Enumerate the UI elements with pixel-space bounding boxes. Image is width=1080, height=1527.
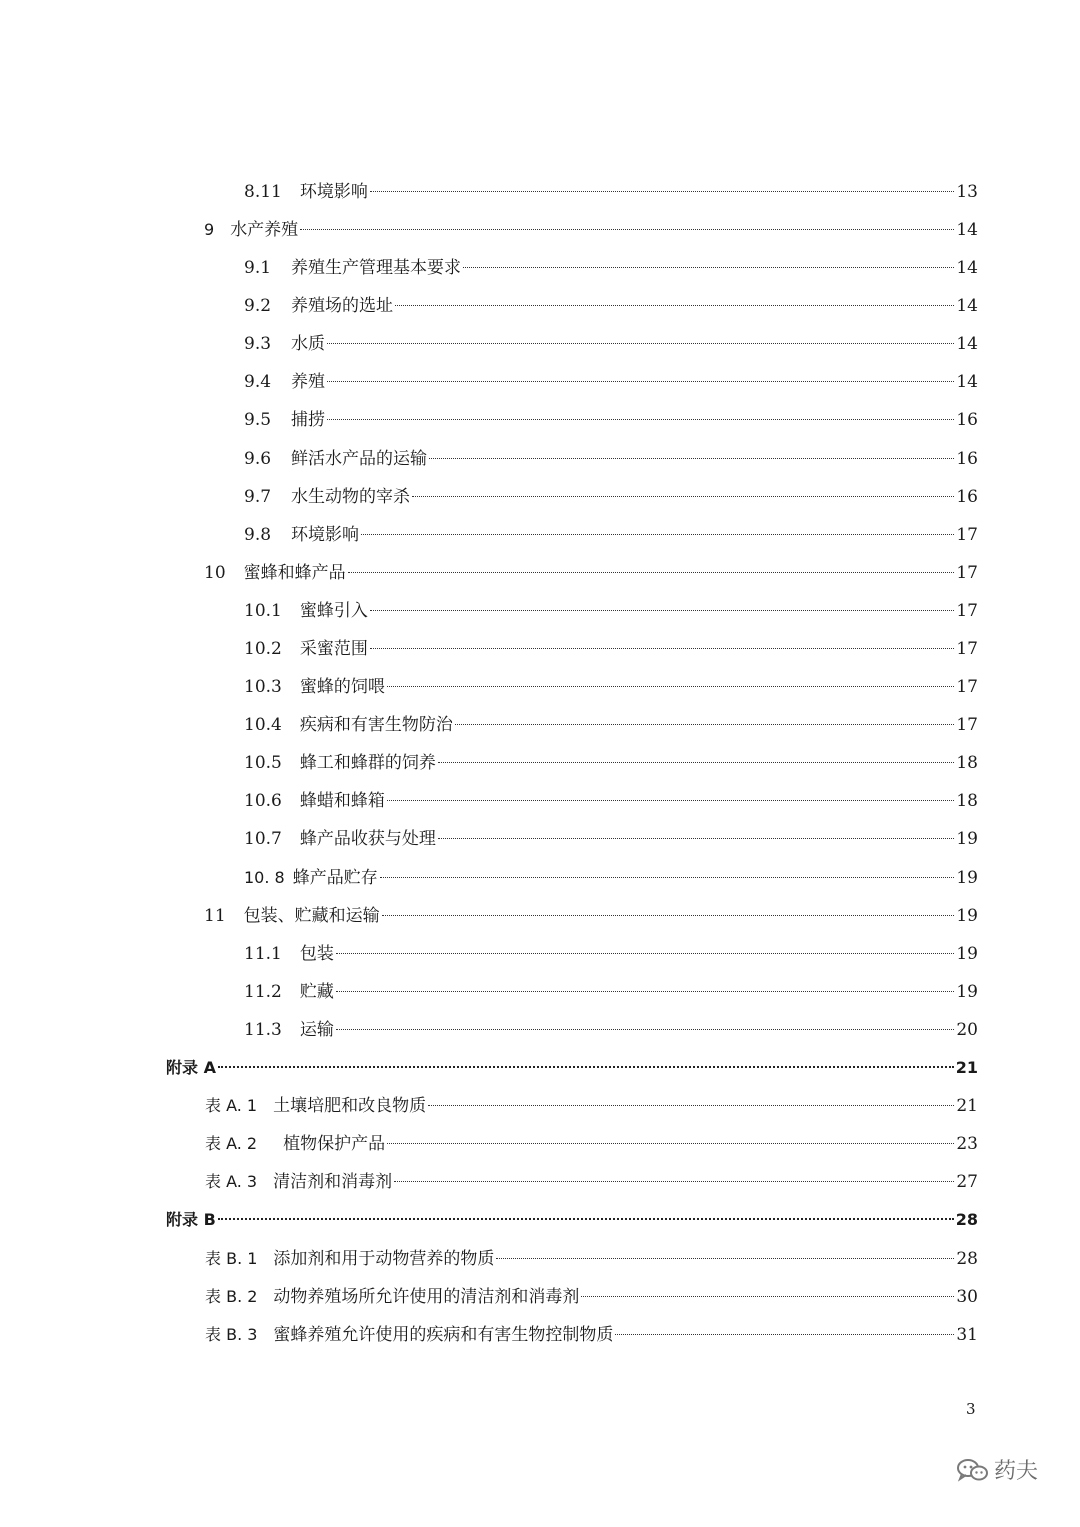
- toc-entry-number: 9.6: [244, 449, 272, 469]
- toc-entry-number: 11.3: [244, 1020, 282, 1040]
- watermark-text: 药夫: [994, 1459, 1039, 1484]
- toc-entry-title: 植物保护产品: [283, 1134, 386, 1154]
- toc-entry-page: 27: [956, 1172, 978, 1192]
- toc-entry-number: 表 A. 3: [205, 1172, 258, 1191]
- toc-entry-page: 21: [956, 1096, 978, 1116]
- toc-entry: [244, 1016, 978, 1044]
- toc-entry-number: 10.6: [244, 791, 282, 811]
- dot-leader: [438, 837, 955, 839]
- wechat-icon: [956, 1457, 990, 1483]
- dot-leader: [336, 1028, 955, 1030]
- toc-entry: [244, 483, 978, 511]
- dot-leader: [455, 723, 955, 725]
- dot-leader: [218, 1065, 954, 1068]
- toc-entry: [244, 406, 978, 434]
- toc-entry: [244, 978, 978, 1006]
- toc-entry: [244, 254, 978, 282]
- page-number: 3: [966, 1400, 976, 1418]
- toc-entry-title: 疾病和有害生物防治: [299, 715, 453, 735]
- dot-leader: [327, 418, 954, 420]
- toc-entry-page: 18: [956, 753, 978, 773]
- dot-leader: [336, 990, 955, 992]
- toc-entry-title: 养殖场的选址: [291, 296, 394, 316]
- dot-leader: [370, 190, 955, 192]
- toc-entry-title: 采蜜范围: [299, 639, 368, 659]
- toc-entry-title: 鲜活水产品的运输: [291, 449, 428, 469]
- toc-entry-title: 蜜蜂养殖允许使用的疾病和有害生物控制物质: [273, 1325, 614, 1345]
- toc-entry-page: 19: [956, 982, 978, 1002]
- toc-entry-number: 8.11: [244, 182, 282, 202]
- toc-entry-title: 贮藏: [299, 982, 334, 1002]
- toc-entry-number: 9: [204, 220, 215, 239]
- toc-entry: [205, 1092, 978, 1120]
- toc-entry: [244, 330, 978, 358]
- toc-entry-appendix: [166, 1206, 978, 1234]
- toc-entry: [244, 178, 978, 206]
- toc-entry-number: 10.1: [244, 601, 282, 621]
- toc-entry-number: 9.5: [244, 410, 272, 430]
- toc-entry-page: 14: [956, 372, 978, 392]
- toc-entry-title: 蜜蜂和蜂产品: [243, 563, 346, 583]
- toc-entry-title: 环境影响: [291, 525, 360, 545]
- toc-entry-number: 11: [204, 906, 226, 926]
- toc-entry-title: 蜂蜡和蜂箱: [299, 791, 385, 811]
- toc-entry: [244, 864, 978, 892]
- dot-leader: [428, 1104, 954, 1106]
- dot-leader: [395, 304, 954, 306]
- toc-entry: [244, 825, 978, 853]
- dot-leader: [382, 914, 955, 916]
- toc-entry-number: 9.1: [244, 258, 272, 278]
- toc-entry: [244, 749, 978, 777]
- toc-entry: [205, 1321, 978, 1349]
- dot-leader: [615, 1333, 954, 1335]
- toc-entry: [244, 445, 978, 473]
- toc-entry-title: 环境影响: [299, 182, 368, 202]
- toc-entry: [204, 216, 978, 244]
- toc-entry-title: 蜜蜂引入: [299, 601, 368, 621]
- toc-entry-title: 蜜蜂的饲喂: [299, 677, 385, 697]
- toc-entry-number: 表 B. 1: [205, 1249, 258, 1268]
- toc-entry-title: 蜂工和蜂群的饲养: [299, 753, 436, 773]
- toc-entry-title: 蜂产品贮存: [292, 868, 378, 888]
- toc-entry-title: 动物养殖场所允许使用的清洁剂和消毒剂: [273, 1287, 580, 1307]
- toc-entry-title: 运输: [299, 1020, 334, 1040]
- toc-entry: [205, 1283, 978, 1311]
- toc-entry: [244, 711, 978, 739]
- dot-leader: [387, 685, 955, 687]
- toc-entry-page: 21: [955, 1058, 978, 1077]
- dot-leader: [387, 1142, 954, 1144]
- toc-entry-page: 30: [956, 1287, 978, 1307]
- toc-entry-page: 28: [955, 1210, 978, 1229]
- toc-entry-title: 捕捞: [291, 410, 326, 430]
- toc-entry-page: 19: [956, 906, 978, 926]
- toc-entry-number: 10. 8: [244, 868, 285, 887]
- toc-entry-page: 17: [956, 715, 978, 735]
- toc-entry-page: 19: [956, 944, 978, 964]
- toc-entry-appendix: [166, 1054, 978, 1082]
- toc-entry-number: 表 A. 1: [205, 1096, 258, 1115]
- dot-leader: [438, 761, 955, 763]
- toc-entry: [205, 1130, 978, 1158]
- toc-entry-page: 14: [956, 220, 978, 240]
- toc-entry: [244, 673, 978, 701]
- toc-entry-number: 10.4: [244, 715, 282, 735]
- toc-entry-number: 表 B. 2: [205, 1287, 258, 1306]
- toc-entry-page: 16: [956, 449, 978, 469]
- dot-leader: [581, 1295, 954, 1297]
- toc-entry-title: 包装: [299, 944, 334, 964]
- toc-entry-page: 17: [956, 601, 978, 621]
- dot-leader: [380, 876, 955, 878]
- toc-entry-number: 表 B. 3: [205, 1325, 258, 1344]
- toc-entry-title: 水生动物的宰杀: [291, 487, 411, 507]
- toc-entry-number: 11.2: [244, 982, 282, 1002]
- toc-entry-number: 9.7: [244, 487, 272, 507]
- dot-leader: [370, 609, 955, 611]
- toc-entry: [244, 521, 978, 549]
- toc-entry-page: 20: [956, 1020, 978, 1040]
- toc-entry: [244, 597, 978, 625]
- dot-leader: [387, 799, 955, 801]
- toc-entry-page: 19: [956, 829, 978, 849]
- toc-entry-number: 9.4: [244, 372, 272, 392]
- dot-leader: [463, 266, 954, 268]
- toc-entry: [244, 787, 978, 815]
- toc-entry-page: 16: [956, 410, 978, 430]
- toc-entry-page: 28: [956, 1249, 978, 1269]
- toc-entry-title: 水质: [291, 334, 326, 354]
- toc-entry-number: 10.2: [244, 639, 282, 659]
- toc-entry-number: 9.8: [244, 525, 272, 545]
- toc-entry: [205, 1168, 978, 1196]
- toc-entry-number: 11.1: [244, 944, 282, 964]
- toc-entry: [205, 1245, 978, 1273]
- toc-entry-page: 19: [956, 868, 978, 888]
- toc-entry: [204, 559, 978, 587]
- toc-entry: [204, 902, 978, 930]
- toc-entry: [244, 635, 978, 663]
- toc-entry-title: 蜂产品收获与处理: [299, 829, 436, 849]
- toc-entry-title: 养殖生产管理基本要求: [291, 258, 462, 278]
- dot-leader: [370, 647, 955, 649]
- dot-leader: [394, 1180, 954, 1182]
- dot-leader: [218, 1217, 954, 1220]
- dot-leader: [336, 952, 955, 954]
- toc-entry-page: 18: [956, 791, 978, 811]
- watermark: [956, 1454, 1038, 1485]
- toc-entry: [244, 368, 978, 396]
- toc-entry-page: 17: [956, 525, 978, 545]
- dot-leader: [327, 380, 954, 382]
- toc-entry-page: 17: [956, 563, 978, 583]
- dot-leader: [496, 1257, 954, 1259]
- dot-leader: [361, 533, 954, 535]
- toc-entry-number: 10.5: [244, 753, 282, 773]
- toc-entry-number: 10.3: [244, 677, 282, 697]
- toc-entry-page: 17: [956, 677, 978, 697]
- toc-entry-number: 附录 A: [166, 1058, 216, 1077]
- toc-entry: [244, 292, 978, 320]
- toc-entry-title: 清洁剂和消毒剂: [273, 1172, 393, 1192]
- toc-entry-title: 养殖: [291, 372, 326, 392]
- toc-entry-number: 10: [204, 563, 226, 583]
- toc-entry-number: 9.2: [244, 296, 272, 316]
- toc-entry: [244, 940, 978, 968]
- toc-entry-page: 13: [956, 182, 978, 202]
- toc-entry-page: 14: [956, 296, 978, 316]
- toc-entry-page: 23: [956, 1134, 978, 1154]
- toc-entry-title: 土壤培肥和改良物质: [273, 1096, 427, 1116]
- toc-entry-title: 包装、贮藏和运输: [243, 906, 380, 926]
- toc-entry-number: 表 A. 2: [205, 1134, 258, 1153]
- dot-leader: [327, 342, 954, 344]
- toc-entry-page: 16: [956, 487, 978, 507]
- dot-leader: [348, 571, 955, 573]
- toc-entry-number: 10.7: [244, 829, 282, 849]
- toc-entry-page: 17: [956, 639, 978, 659]
- toc-entry-title: 水产养殖: [230, 220, 299, 240]
- toc-entry-number: 9.3: [244, 334, 272, 354]
- dot-leader: [429, 457, 954, 459]
- dot-leader: [412, 495, 954, 497]
- toc-entry-page: 31: [956, 1325, 978, 1345]
- toc-entry-title: 添加剂和用于动物营养的物质: [273, 1249, 495, 1269]
- toc-entry-page: 14: [956, 334, 978, 354]
- toc-entry-page: 14: [956, 258, 978, 278]
- dot-leader: [300, 228, 954, 230]
- toc-entry-number: 附录 B: [166, 1210, 216, 1229]
